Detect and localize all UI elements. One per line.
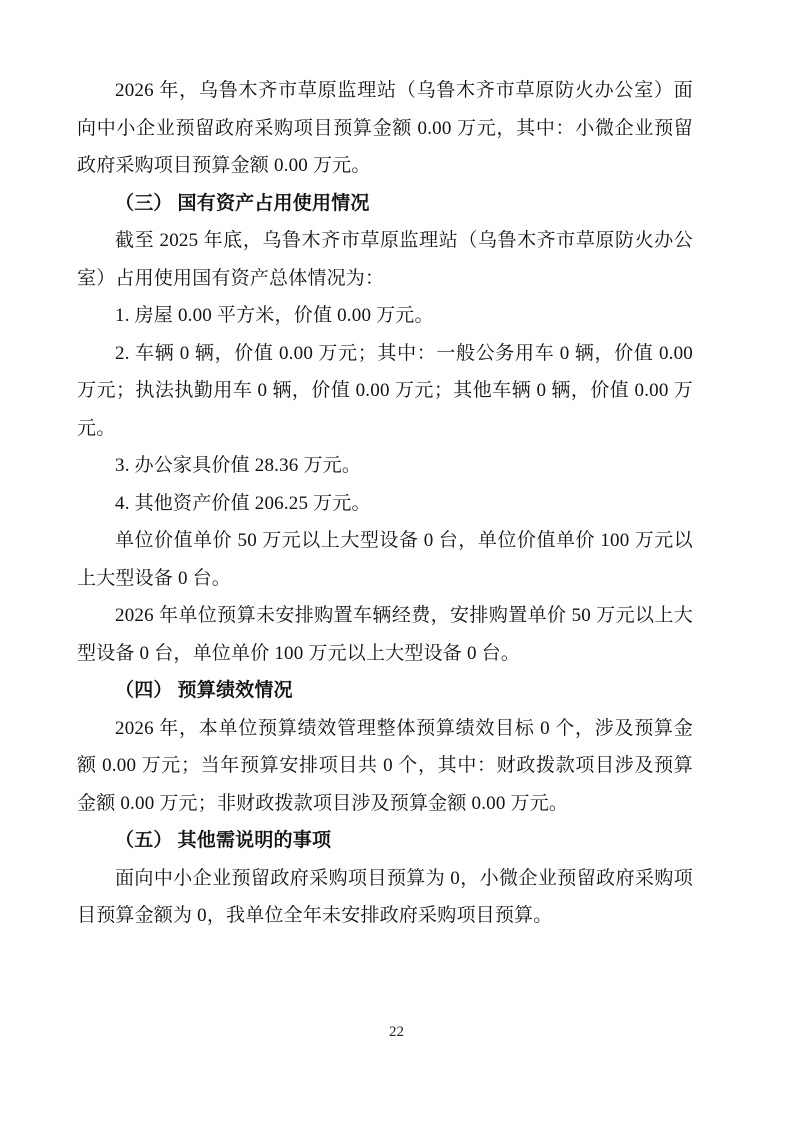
paragraph: 2. 车辆 0 辆，价值 0.00 万元；其中：一般公务用车 0 辆，价值 0.00 万元；执法执勤用车 0 辆，价值 0.00 万元；其他车辆 0 辆，价值 0.00 万元。 — [77, 342, 693, 439]
document-body — [77, 72, 693, 935]
paragraph: 面向中小企业预留政府采购项目预算为 0，小微企业预留政府采购项目预算金额为 0，我单位全年未安排政府采购项目预算。 — [77, 867, 693, 926]
section-heading: （四） 预算绩效情况 — [115, 680, 293, 701]
paragraph: 3. 办公家具价值 28.36 万元。 — [115, 455, 362, 476]
paragraph: 单位价值单价 50 万元以上大型设备 0 台，单位价值单价 100 万元以上大型设备 0 台。 — [77, 530, 693, 589]
paragraph: 1. 房屋 0.00 平方米，价值 0.00 万元。 — [115, 305, 434, 326]
paragraph: 截至 2025 年底，乌鲁木齐市草原监理站（乌鲁木齐市草原防火办公室）占用使用国有资产总体情况为： — [77, 230, 693, 289]
paragraph: 2026 年单位预算未安排购置车辆经费，安排购置单价 50 万元以上大型设备 0 台，单位单价 100 万元以上大型设备 0 台。 — [77, 605, 693, 664]
paragraph: 4. 其他资产价值 206.25 万元。 — [115, 492, 371, 514]
page-number: 22 — [389, 1024, 404, 1040]
paragraph: 2026 年，乌鲁木齐市草原监理站（乌鲁木齐市草原防火办公室）面向中小企业预留政府采购项目预算金额 0.00 万元，其中：小微企业预留政府采购项目预算金额 0.00 万元。 — [77, 80, 693, 176]
section-heading: （三） 国有资产占用使用情况 — [115, 192, 370, 214]
section-heading: （五） 其他需说明的事项 — [115, 830, 332, 851]
paragraph: 2026 年，本单位预算绩效管理整体预算绩效目标 0 个，涉及预算金额 0.00 万元；当年预算安排项目共 0 个，其中：财政拨款项目涉及预算金额 0.00 万元；非财政拨款项目涉及预算金额 0.00 万元。 — [77, 717, 693, 814]
